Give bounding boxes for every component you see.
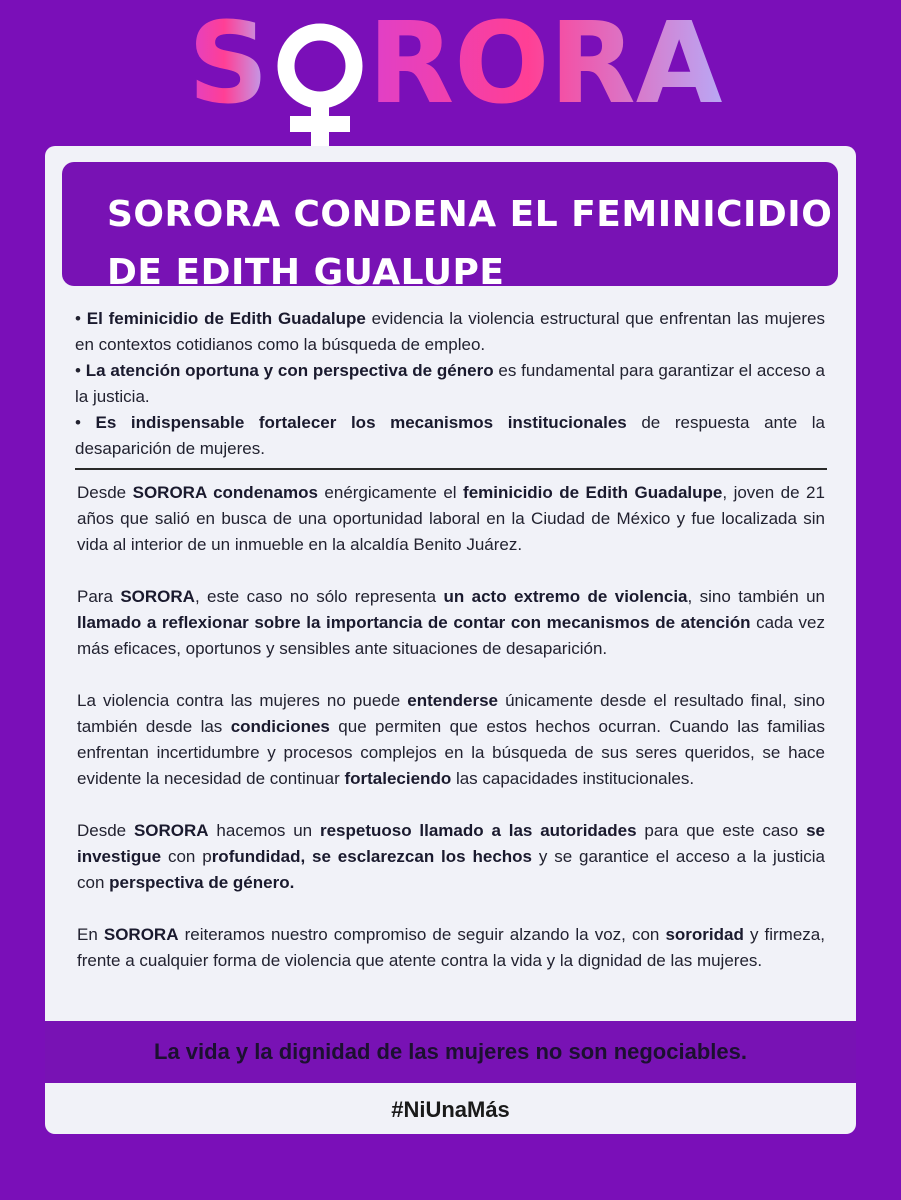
closing-banner — [45, 1021, 856, 1083]
paragraph-3: La violencia contra las mujeres no puede entenderse únicamente desde el resultado final, sino también desde las condiciones que permiten que estos hechos ocurran. Cuando las familias enfrentan incertidumbre y procesos complejos en la búsqueda de sus seres queridos, se hace evidente la necesidad de continuar fortaleciendo las capacidades institucionales. — [77, 691, 825, 788]
paragraph-2: Para SORORA, este caso no sólo representa un acto extremo de violencia, sino también un llamado a reflexionar sobre la importancia de contar con mecanismos de atención cada vez más eficaces, oportunos y sensibles ante situaciones de desaparición. — [77, 587, 826, 658]
closing-banner-text: La vida y la dignidad de las mujeres no son negociables. — [154, 1039, 747, 1064]
hashtag-text: #NiUnaMás — [391, 1097, 510, 1122]
headline-line-2: DE EDITH GUALUPE — [107, 252, 505, 293]
logo-letters-rora: RORA — [368, 0, 723, 129]
venus-symbol-icon — [286, 32, 354, 146]
paragraph-1: Desde SORORA condenamos enérgicamente el feminicidio de Edith Guadalupe, joven de 21 años que salió en busca de una oportunidad laboral en la Ciudad de México y fue localizada sin vida al interior de un inmueble en la alcaldía Benito Juárez. — [77, 483, 825, 554]
section-divider — [75, 468, 827, 470]
paragraph-4: Desde SORORA hacemos un respetuoso llamado a las autoridades para que este caso se investigue con profundidad, se esclarezcan los hechos y se garantice el acceso a la justicia con perspectiva de género. — [77, 821, 825, 892]
paragraph-5: En SORORA reiteramos nuestro compromiso de seguir alzando la voz, con sororidad y firmeza, frente a cualquier forma de violencia que atente contra la vida y la dignidad de las mujeres. — [77, 925, 825, 970]
statement-card — [45, 146, 856, 1134]
hashtag-footer — [45, 1086, 856, 1134]
logo-letter-s: S — [188, 0, 269, 129]
key-points-list — [75, 306, 825, 462]
key-point: • La atención oportuna y con perspectiva de género es fundamental para garantizar el acceso a la justicia. — [75, 361, 825, 406]
key-point: • El feminicidio de Edith Guadalupe evidencia la violencia estructural que enfrentan las mujeres en contextos cotidianos como la búsqueda de empleo. — [75, 309, 825, 354]
logo-wordmark — [188, 0, 723, 129]
sorora-logo — [0, 0, 901, 150]
statement-body — [77, 480, 825, 1000]
headline-box — [62, 162, 838, 293]
headline-line-1: SORORA CONDENA EL FEMINICIDIO — [107, 194, 833, 235]
key-point: • Es indispensable fortalecer los mecanismos institucionales de respuesta ante la desaparición de mujeres. — [75, 413, 825, 458]
